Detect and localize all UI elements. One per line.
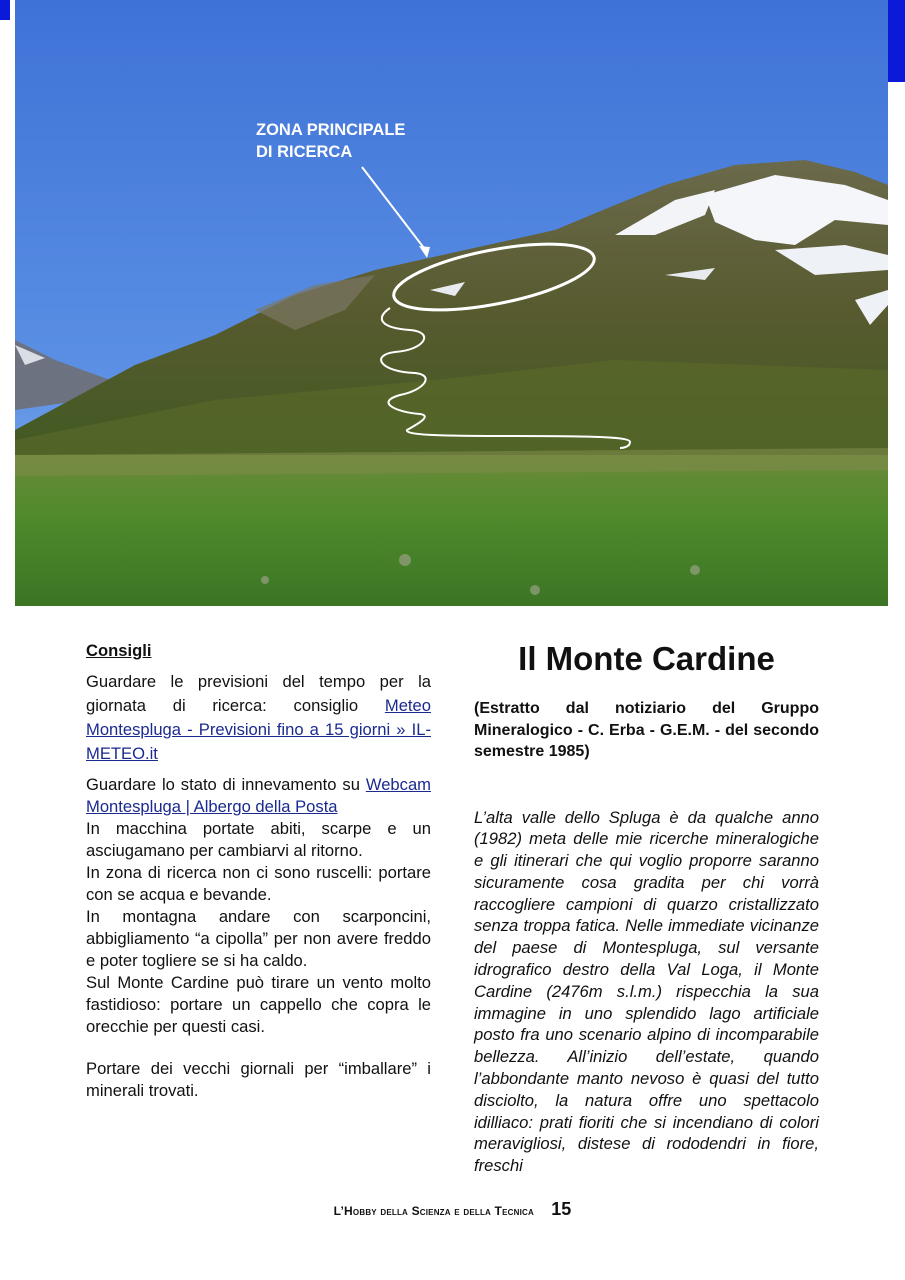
clothes-tip: In macchina portate abiti, scarpe e un asciugamano per cambiarvi al ritorno. [86, 819, 431, 860]
meteo-link[interactable]: Meteo Montespluga - Previsioni fino a 15 giorni » IL-METEO.it [86, 696, 431, 763]
article-subtitle: (Estratto dal notiziario del Gruppo Mineralogico - C. Erba - G.E.M. - del secondo semestre 1985) [474, 700, 819, 760]
boots-tip: In montagna andare con scarponcini, abbigliamento “a cipolla” per non avere freddo e poter togliere se si ha caldo. [86, 907, 431, 970]
consigli-heading: Consigli [86, 641, 152, 660]
page-footer [0, 1199, 905, 1220]
article-body: L’alta valle dello Spluga è da qualche anno (1982) meta delle mie ricerche mineralogiche e gli itinerari che qui voglio proporre saranno sicuramente cosa gradita per chi vorrà raccogliere campioni di quarzo cristallizzato senza troppa fatica. Nelle immediate vicinanze del paese di Montespluga, sul versante idrografico destro della Val Loga, il Monte Cardine (2476m s.l.m.) rispecchia la sua immagine in uno splendido lago artificiale posto fra uno scenario alpino di incomparabile bellezza. All’inizio dell’estate, quando l’abbondante manto nevoso è quasi del tutto disciolto, la natura offre uno spettacolo idilliaco: prati fioriti che si incendiano di colori meravigliosi, distese di rododendri in fiore, freschi [474, 807, 819, 1176]
snow-tip: Guardare lo stato di innevamento su Webcam Montespluga | Albergo della Posta [86, 775, 431, 816]
left-column [86, 640, 431, 1102]
mountain-photo [15, 0, 888, 606]
webcam-link[interactable]: Webcam Montespluga | Albergo della Posta [86, 775, 431, 816]
corner-marker-right [888, 0, 905, 82]
wind-tip: Sul Monte Cardine può tirare un vento molto fastidioso: portare un cappello che copra le orecchie per questi casi. [86, 973, 431, 1036]
annotation-label-line1: ZONA PRINCIPALE [256, 121, 406, 139]
weather-tip: Guardare le previsioni del tempo per la giornata di ricerca: consiglio Meteo Montespluga - Previsioni fino a 15 giorni » IL-METEO.it [86, 672, 431, 763]
page-number: 15 [551, 1199, 572, 1219]
right-column [474, 640, 819, 1177]
water-tip: In zona di ricerca non ci sono ruscelli: portare con se acqua e bevande. [86, 863, 431, 904]
newspaper-tip: Portare dei vecchi giornali per “imballare” i minerali trovati. [86, 1059, 431, 1100]
annotation-label-line2: DI RICERCA [256, 143, 353, 161]
article-title: Il Monte Cardine [518, 640, 775, 677]
corner-marker-left [0, 0, 10, 20]
publication-name: L’Hobby della Scienza e della Tecnica [333, 1204, 534, 1218]
